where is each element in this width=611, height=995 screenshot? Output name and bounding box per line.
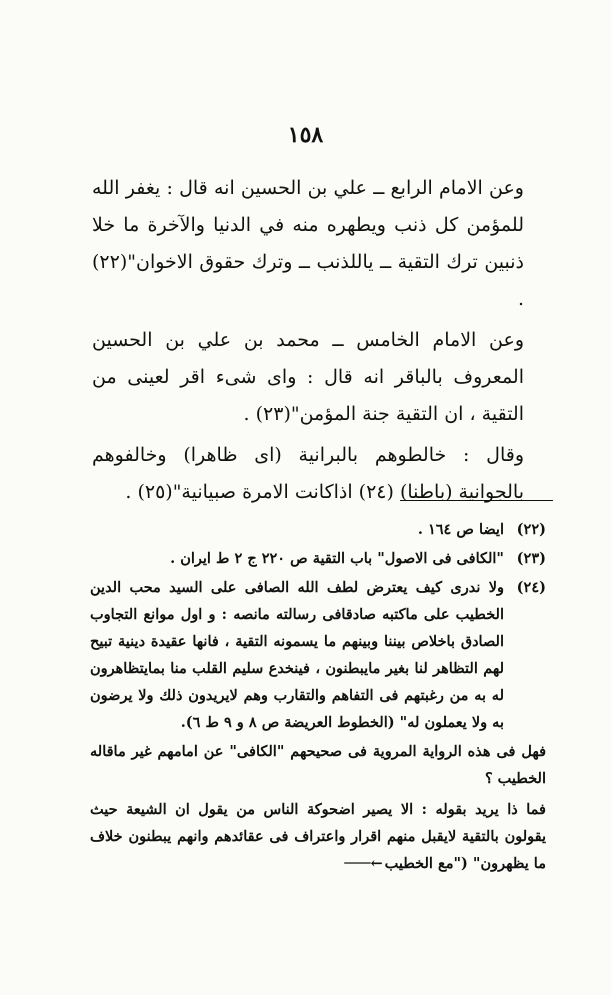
footnote-number: (٢٤)	[516, 579, 546, 596]
footnote-continuation-text: فما ذا يريد بقوله : الا يصير اضحوكة الناس من يقول ان الشيعة حيث يقولون بالتقية لايقبل منهم اقرار واعتراف فى عقائدهم وانهم يبطنون خلاف ما يظهرون" ("مع الخطيب	[90, 801, 546, 872]
footnote-text: ولا ندرى كيف يعترض لطف الله الصافى على السيد محب الدين الخطيب على ماكتبه صادقافى رسالته مانصه : و اول موانع التجاوب الصادق باخلاص بيننا وبينهم ما يسمونه التقية ، فانها عقيدة دينية تبيح لهم التظاهر لنا بغير مايبطنون ، فينخدع سليم القلب منا بمايتظاهرون له به من رغبتهم فى التفاهم والتقارب وهم لايريدون ذلك ولا يرضون به ولا يعملون له" (الخطوط العريضة ص ٨ و ٩ ط ٦).	[90, 579, 504, 731]
paragraph: وعن الامام الرابع ــ علي بن الحسين انه قال : يغفر الله للمؤمن كل ذنب ويطهره منه في الدنيا والآخرة ما خلا ذنبين ترك التقية ــ ياللذنب ــ وترك حقوق الاخوان"(٢٢) .	[92, 177, 524, 310]
footnote-continuation: فهل فى هذه الرواية المروية فى صحيحهم "الكافى" عن امامهم غير ماقاله الخطيب ؟	[90, 743, 546, 787]
footnote-continuation	[90, 796, 546, 877]
footnote	[90, 516, 546, 543]
footnote	[90, 545, 546, 572]
footnote-text: ايضا ص ١٦٤ .	[417, 521, 504, 538]
footnote-text: "الكافى فى الاصول" باب التقية ص ٢٢٠ ج ٢ ط ايران .	[170, 550, 504, 567]
footnote	[90, 574, 546, 736]
footnote-number: (٢٣)	[516, 550, 546, 567]
footnotes	[90, 516, 546, 881]
main-text	[92, 170, 524, 515]
paragraph: وعن الامام الخامس ــ محمد بن علي بن الحسين المعروف بالباقر انه قال : وای شیء اقر لعینی من التقیة ، ان التقیة جنة المؤمن"(٢٣) .	[92, 329, 524, 425]
page-number: ١٥٨	[287, 122, 324, 148]
paragraph: وقال : خالطوهم بالبرانية (اى ظاهرا) وخالفوهم بالجوانية (باطنا) (٢٤) اذاكانت الامرة صبيانية"(٢٥) .	[92, 444, 524, 503]
continue-arrow-icon: ←───	[344, 855, 383, 872]
footnote-divider	[400, 500, 553, 501]
footnote-number: (٢٢)	[516, 521, 546, 538]
